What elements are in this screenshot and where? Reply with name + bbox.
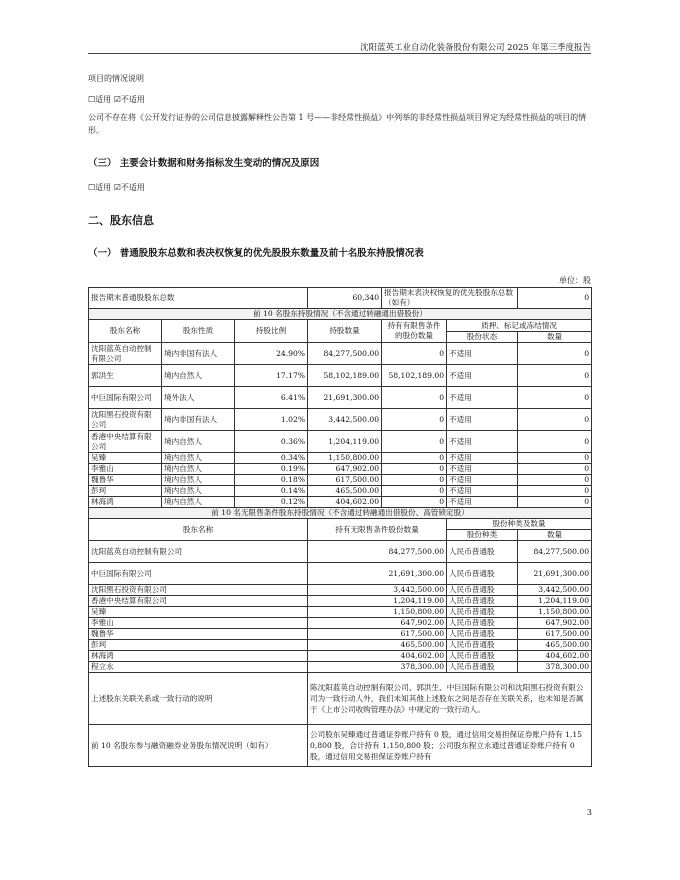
cell-name: 中巨国际有限公司 xyxy=(89,387,162,409)
cell-ratio: 0.14% xyxy=(235,486,308,497)
ucell-name: 中巨国际有限公司 xyxy=(89,563,308,585)
col-ratio: 持股比例 xyxy=(235,320,308,343)
ucell-kind: 人民币普通股 xyxy=(447,618,518,629)
total-value: 60,340 xyxy=(308,288,382,309)
cell-restricted: 0 xyxy=(382,464,447,475)
table-row xyxy=(89,662,592,673)
unrestricted-title: 前 10 名无限售条件股东持股情况（不含通过转融通出借股份、高管锁定股） xyxy=(89,508,592,519)
total-label: 报告期末普通股股东总数 xyxy=(89,288,308,309)
cell-ratio: 24.90% xyxy=(235,343,308,365)
cell-status: 不适用 xyxy=(447,431,518,453)
cell-ratio: 17.17% xyxy=(235,365,308,387)
table-row xyxy=(89,475,592,486)
table-row xyxy=(89,343,592,365)
section-two-title: 二、股东信息 xyxy=(88,214,154,227)
ucell-count: 378,300.00 xyxy=(518,662,592,673)
table-row xyxy=(89,409,592,431)
ucell-count: 84,277,500.00 xyxy=(518,541,592,563)
cell-name: 彭珂 xyxy=(89,486,162,497)
unit-label: 单位：股 xyxy=(559,276,591,285)
cell-qty: 617,500.00 xyxy=(308,475,382,486)
cell-qty: 647,902.00 xyxy=(308,464,382,475)
intro-checkbox: ☐适用 ☑不适用 xyxy=(88,95,145,104)
cell-status: 不适用 xyxy=(447,343,518,365)
ucell-kind: 人民币普通股 xyxy=(447,596,518,607)
ucell-qty: 647,902.00 xyxy=(308,618,447,629)
cell-count: 0 xyxy=(518,464,592,475)
cell-nature: 境内非国有法人 xyxy=(162,343,235,365)
ucol-qty: 持有无限售条件股份数量 xyxy=(308,519,447,541)
cell-restricted: 0 xyxy=(382,486,447,497)
cell-count: 0 xyxy=(518,486,592,497)
cell-name: 魏鲁华 xyxy=(89,475,162,486)
cell-count: 0 xyxy=(518,431,592,453)
cell-count: 0 xyxy=(518,409,592,431)
col-status: 股份状态 xyxy=(447,332,518,343)
cell-nature: 境内自然人 xyxy=(162,431,235,453)
margin-label: 前 10 名股东参与融资融券业务股东情况说明（如有） xyxy=(89,725,308,767)
table-row xyxy=(89,431,592,453)
cell-nature: 境内自然人 xyxy=(162,486,235,497)
relation-label: 上述股东关联关系或一致行动的说明 xyxy=(89,673,308,725)
table-row xyxy=(89,640,592,651)
cell-qty: 84,277,500.00 xyxy=(308,343,382,365)
margin-text: 公司股东吴臻通过普通证券账户持有 0 股，通过信用交易担保证券账户持有 1,150,800 股，合计持有 1,150,800 股；公司股东程立永通过普通证券账户持有 0 股，通过信用交易担保证券账户持有 xyxy=(308,725,592,767)
ucell-kind: 人民币普通股 xyxy=(447,563,518,585)
ucell-count: 1,150,800.00 xyxy=(518,607,592,618)
ucol-count: 数量 xyxy=(518,530,592,541)
report-header: 沈阳蓝英工业自动化装备股份有限公司 2025 年第三季度报告 xyxy=(359,43,591,53)
cell-nature: 境内非国有法人 xyxy=(162,409,235,431)
shareholder-table xyxy=(88,287,592,767)
cell-count: 0 xyxy=(518,365,592,387)
cell-ratio: 0.19% xyxy=(235,464,308,475)
cell-name: 李雅山 xyxy=(89,464,162,475)
intro-text: 公司不存在将《公开发行证券的公司信息披露解释性公告第 1 号——非经常性损益》中列举的非经常性损益项目界定为经常性损益的项目的情形。 xyxy=(88,113,587,135)
ucell-name: 魏鲁华 xyxy=(89,629,308,640)
table-row xyxy=(89,365,592,387)
ucell-kind: 人民币普通股 xyxy=(447,640,518,651)
col-name: 股东名称 xyxy=(89,320,162,343)
cell-qty: 465,500.00 xyxy=(308,486,382,497)
ucell-qty: 84,277,500.00 xyxy=(308,541,447,563)
relation-text: 陈沈阳蓝英自动控制有限公司、郭洪生、中巨国际有限公司和沈阳黑石投资有限公司为一致行动人外，我们未知其他上述股东之间是否存在关联关系，也未知是否属于《上市公司收购管理办法》中规定的一致行动人。 xyxy=(308,673,592,725)
ucell-qty: 21,691,300.00 xyxy=(308,563,447,585)
ucell-count: 647,902.00 xyxy=(518,618,592,629)
ucell-qty: 3,442,500.00 xyxy=(308,585,447,596)
cell-nature: 境内自然人 xyxy=(162,453,235,464)
cell-restricted: 0 xyxy=(382,475,447,486)
table-row xyxy=(89,563,592,585)
ucell-count: 21,691,300.00 xyxy=(518,563,592,585)
table-row xyxy=(89,464,592,475)
ucell-kind: 人民币普通股 xyxy=(447,607,518,618)
ucell-kind: 人民币普通股 xyxy=(447,629,518,640)
cell-qty: 21,691,300.00 xyxy=(308,387,382,409)
table-row xyxy=(89,607,592,618)
table-row xyxy=(89,453,592,464)
cell-status: 不适用 xyxy=(447,475,518,486)
ucell-qty: 378,300.00 xyxy=(308,662,447,673)
cell-ratio: 0.36% xyxy=(235,431,308,453)
cell-restricted: 0 xyxy=(382,387,447,409)
table-row xyxy=(89,497,592,508)
cell-nature: 境外法人 xyxy=(162,387,235,409)
ucell-kind: 人民币普通股 xyxy=(447,585,518,596)
cell-status: 不适用 xyxy=(447,365,518,387)
ucell-name: 沈阳蓝英自动控制有限公司 xyxy=(89,541,308,563)
pref-value: 0 xyxy=(518,288,592,309)
col-count: 数量 xyxy=(518,332,592,343)
cell-name: 沈阳黑石投资有限公司 xyxy=(89,409,162,431)
cell-nature: 境内自然人 xyxy=(162,464,235,475)
table-row xyxy=(89,618,592,629)
pref-label: 报告期末表决权恢复的优先股股东总数（如有） xyxy=(382,288,518,309)
intro-label: 项目的情况说明 xyxy=(88,74,144,83)
ucell-qty: 617,500.00 xyxy=(308,629,447,640)
ucell-qty: 465,500.00 xyxy=(308,640,447,651)
table-row xyxy=(89,596,592,607)
table-row xyxy=(89,585,592,596)
ucol-kind: 股份种类 xyxy=(447,530,518,541)
cell-qty: 58,102,189.00 xyxy=(308,365,382,387)
col-qty: 持股数量 xyxy=(308,320,382,343)
table-row xyxy=(89,651,592,662)
table-row xyxy=(89,486,592,497)
ucell-name: 彭珂 xyxy=(89,640,308,651)
ucell-kind: 人民币普通股 xyxy=(447,662,518,673)
col-pledge: 质押、标记或冻结情况 xyxy=(447,320,592,332)
cell-nature: 境内自然人 xyxy=(162,365,235,387)
cell-count: 0 xyxy=(518,387,592,409)
col-restricted: 持有有限售条件的股份数量 xyxy=(382,320,447,343)
cell-qty: 404,602.00 xyxy=(308,497,382,508)
ucell-count: 465,500.00 xyxy=(518,640,592,651)
page-number: 3 xyxy=(586,808,592,817)
header-divider xyxy=(88,53,591,54)
section3-title: （三） 主要会计数据和财务指标发生变动的情况及原因 xyxy=(88,158,320,169)
cell-restricted: 0 xyxy=(382,431,447,453)
ucell-count: 1,204,119.00 xyxy=(518,596,592,607)
ucell-name: 李雅山 xyxy=(89,618,308,629)
ucell-count: 617,500.00 xyxy=(518,629,592,640)
ucol-type: 股份种类及数量 xyxy=(447,519,592,530)
cell-name: 林海鸿 xyxy=(89,497,162,508)
cell-name: 沈阳蓝英自动控制有限公司 xyxy=(89,343,162,365)
cell-restricted: 0 xyxy=(382,409,447,431)
ucell-qty: 1,150,800.00 xyxy=(308,607,447,618)
cell-nature: 境内自然人 xyxy=(162,497,235,508)
cell-nature: 境内自然人 xyxy=(162,475,235,486)
cell-ratio: 0.12% xyxy=(235,497,308,508)
cell-count: 0 xyxy=(518,497,592,508)
cell-name: 郭洪生 xyxy=(89,365,162,387)
ucell-name: 程立永 xyxy=(89,662,308,673)
ucell-qty: 404,602.00 xyxy=(308,651,447,662)
top10-title: 前 10 名股东持股情况（不含通过转融通出借股份） xyxy=(89,309,592,320)
cell-qty: 1,150,800.00 xyxy=(308,453,382,464)
table-row xyxy=(89,541,592,563)
cell-ratio: 6.41% xyxy=(235,387,308,409)
ucell-name: 香港中央结算有限公司 xyxy=(89,596,308,607)
sub1-title: （一） 普通股股东总数和表决权恢复的优先股股东数量及前十名股东持股情况表 xyxy=(88,248,424,259)
cell-ratio: 1.02% xyxy=(235,409,308,431)
cell-restricted: 0 xyxy=(382,453,447,464)
ucell-kind: 人民币普通股 xyxy=(447,541,518,563)
cell-status: 不适用 xyxy=(447,497,518,508)
cell-ratio: 0.34% xyxy=(235,453,308,464)
cell-restricted: 58,102,189.00 xyxy=(382,365,447,387)
ucell-kind: 人民币普通股 xyxy=(447,651,518,662)
ucell-count: 3,442,500.00 xyxy=(518,585,592,596)
ucell-name: 吴臻 xyxy=(89,607,308,618)
cell-count: 0 xyxy=(518,453,592,464)
col-nature: 股东性质 xyxy=(162,320,235,343)
ucell-name: 林海鸿 xyxy=(89,651,308,662)
cell-status: 不适用 xyxy=(447,486,518,497)
cell-name: 吴臻 xyxy=(89,453,162,464)
cell-qty: 3,442,500.00 xyxy=(308,409,382,431)
cell-restricted: 0 xyxy=(382,497,447,508)
ucell-count: 404,602.00 xyxy=(518,651,592,662)
cell-name: 香港中央结算有限公司 xyxy=(89,431,162,453)
cell-count: 0 xyxy=(518,343,592,365)
cell-status: 不适用 xyxy=(447,387,518,409)
cell-count: 0 xyxy=(518,475,592,486)
ucol-name: 股东名称 xyxy=(89,519,308,541)
section3-checkbox: ☐适用 ☑不适用 xyxy=(88,183,145,192)
table-row xyxy=(89,629,592,640)
cell-restricted: 0 xyxy=(382,343,447,365)
ucell-name: 沈阳黑石投资有限公司 xyxy=(89,585,308,596)
cell-status: 不适用 xyxy=(447,453,518,464)
cell-status: 不适用 xyxy=(447,409,518,431)
cell-ratio: 0.18% xyxy=(235,475,308,486)
cell-qty: 1,204,119.00 xyxy=(308,431,382,453)
cell-status: 不适用 xyxy=(447,464,518,475)
ucell-qty: 1,204,119.00 xyxy=(308,596,447,607)
table-row xyxy=(89,387,592,409)
